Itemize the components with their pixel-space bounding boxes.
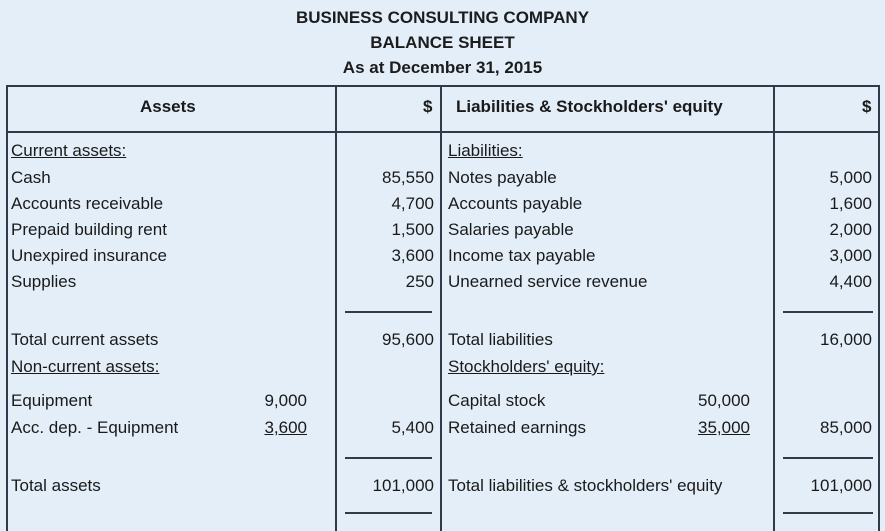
asset-label: Prepaid building rent <box>11 220 167 239</box>
liability-amount: 5,000 <box>829 168 872 187</box>
total-assets-amount: 101,000 <box>372 476 434 495</box>
total-rule <box>345 457 432 459</box>
total-liabilities-label: Total liabilities <box>448 330 553 349</box>
liability-amount: 3,000 <box>829 246 872 265</box>
double-rule <box>345 512 432 514</box>
equipment-amount: 9,000 <box>264 391 307 410</box>
liability-amount: 1,600 <box>829 194 872 213</box>
noncurrent-assets-heading: Non-current assets: <box>11 357 160 376</box>
statement-date: As at December 31, 2015 <box>342 58 543 77</box>
capital-stock-amount: 50,000 <box>698 391 750 410</box>
equity-heading: Stockholders' equity: <box>448 357 605 376</box>
total-rule <box>783 457 873 459</box>
grand-total-amount: 101,000 <box>810 476 872 495</box>
acc-dep-amount: 3,600 <box>264 418 307 437</box>
total-current-assets-label: Total current assets <box>11 330 159 349</box>
header-row-divider <box>6 131 880 133</box>
column-header-liabilities-amount: $ <box>862 97 872 116</box>
liability-amount: 4,400 <box>829 272 872 291</box>
capital-stock-label: Capital stock <box>448 391 546 410</box>
net-equipment-amount: 5,400 <box>391 418 434 437</box>
total-liabilities-amount: 16,000 <box>820 330 872 349</box>
acc-dep-label: Acc. dep. - Equipment <box>11 418 179 437</box>
total-assets-label: Total assets <box>11 476 101 495</box>
liability-label: Income tax payable <box>448 246 596 265</box>
asset-amount: 4,700 <box>391 194 434 213</box>
balance-sheet-table <box>6 85 880 531</box>
liability-label: Unearned service revenue <box>448 272 648 291</box>
subtotal-rule <box>783 311 873 313</box>
total-current-assets-amount: 95,600 <box>382 330 434 349</box>
retained-earnings-label: Retained earnings <box>448 418 586 437</box>
grand-total-label: Total liabilities & stockholders' equity <box>448 476 723 495</box>
asset-label: Unexpired insurance <box>11 246 167 265</box>
double-rule <box>783 512 873 514</box>
liability-amount: 2,000 <box>829 220 872 239</box>
liability-label: Salaries payable <box>448 220 574 239</box>
asset-label: Accounts receivable <box>11 194 164 213</box>
subtotal-rule <box>345 311 432 313</box>
retained-earnings-amount: 35,000 <box>698 418 750 437</box>
column-header-assets-amount: $ <box>423 97 433 116</box>
asset-label: Supplies <box>11 272 77 291</box>
asset-amount: 85,550 <box>382 168 434 187</box>
liabilities-heading: Liabilities: <box>448 141 523 160</box>
column-header-assets: Assets <box>140 97 196 116</box>
asset-label: Cash <box>11 168 51 187</box>
column-header-liabilities: Liabilities & Stockholders' equity <box>456 97 723 116</box>
asset-amount: 3,600 <box>391 246 434 265</box>
current-assets-heading: Current assets: <box>11 141 127 160</box>
asset-amount: 250 <box>405 272 434 291</box>
column-divider-assets-amount <box>335 85 337 531</box>
company-name: BUSINESS CONSULTING COMPANY <box>295 8 590 27</box>
column-divider-liabilities-amount <box>773 85 775 531</box>
statement-title: BALANCE SHEET <box>370 33 515 52</box>
equity-total-amount: 85,000 <box>820 418 872 437</box>
liability-label: Notes payable <box>448 168 557 187</box>
column-divider-amount-liabilities <box>440 85 442 531</box>
asset-amount: 1,500 <box>391 220 434 239</box>
liability-label: Accounts payable <box>448 194 583 213</box>
equipment-label: Equipment <box>11 391 93 410</box>
